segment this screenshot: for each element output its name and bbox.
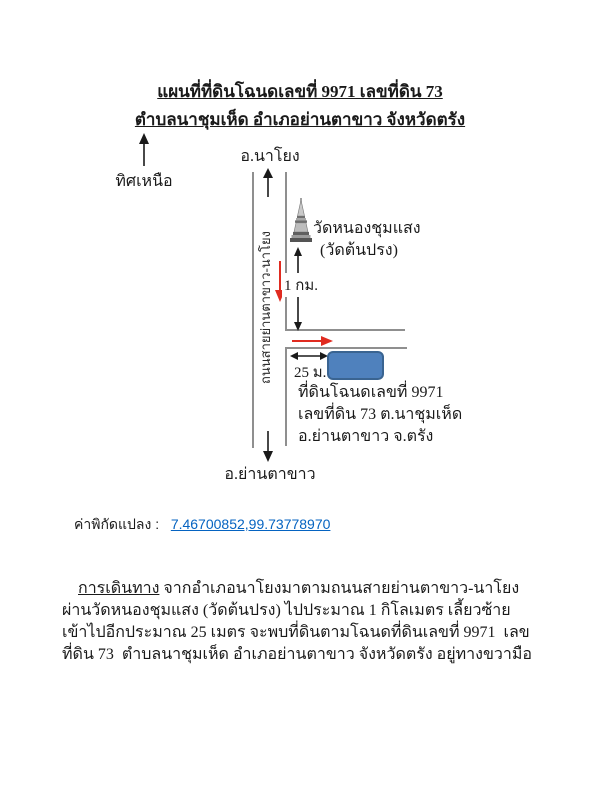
top-destination-label: อ.นาโยง [240, 148, 300, 165]
directions-lead-word: การเดินทาง [78, 580, 160, 597]
route-right-arrow-icon [290, 333, 334, 349]
plot-label-line1: ที่ดินโฉนดเลขที่ 9971 [298, 384, 444, 401]
road-name-label: ถนนสายย่านตาขาว-นาโยง [258, 231, 273, 384]
main-road-left-edge [252, 172, 254, 448]
main-road-right-edge-lower [285, 347, 287, 446]
land-plot-shape [327, 351, 384, 380]
coordinates-link[interactable]: 7.46700852,99.73778970 [170, 516, 331, 532]
north-label: ทิศเหนือ [115, 173, 173, 190]
north-arrow-icon [136, 132, 152, 168]
temple-name-label: วัดหนองชุมแสง [313, 220, 421, 237]
temple-alt-name-label: (วัดต้นปรง) [320, 242, 398, 259]
plot-label-line3: อ.ย่านตาขาว จ.ตรัง [298, 428, 434, 445]
distance-horizontal-label: 25 ม. [294, 365, 327, 381]
coordinates-label: ค่าพิกัดแปลง : [74, 516, 160, 532]
document-title-line2: ตำบลนาชุมเห็ด อำเภอย่านตาขาว จังหวัดตรัง [134, 110, 466, 129]
directions-body-text: จากอำเภอนาโยงมาตามถนนสายย่านตาขาว-นาโยง ผ่านวัดหนองชุมแสง (วัดต้นปรง) ไปประมาณ 1 กิโลเมตร เลี้ยวซ้ายเข้าไปอีกประมาณ 25 เมตร จะพบที่ดินตามโฉนดที่ดินเลขที่ 9971 เลขที่ดิน 73 ตำบลนาชุมเห็ด อำเภอย่านตาขาว จังหวัดตรัง อยู่ทางขวามือ [62, 580, 533, 663]
road-down-arrow-icon [260, 429, 276, 463]
document-title-line1: แผนที่ที่ดินโฉนดเลขที่ 9971 เลขที่ดิน 73 [157, 82, 443, 101]
road-up-arrow-icon [260, 167, 276, 199]
temple-pagoda-icon [289, 198, 313, 245]
main-road-right-edge-upper [285, 172, 287, 331]
coordinates-row [74, 514, 330, 536]
plot-label-line2: เลขที่ดิน 73 ต.นาชุมเห็ด [298, 406, 463, 423]
directions-paragraph [62, 556, 540, 688]
bottom-destination-label: อ.ย่านตาขาว [224, 466, 316, 483]
distance-vertical-label: 1 กม. [282, 273, 320, 297]
